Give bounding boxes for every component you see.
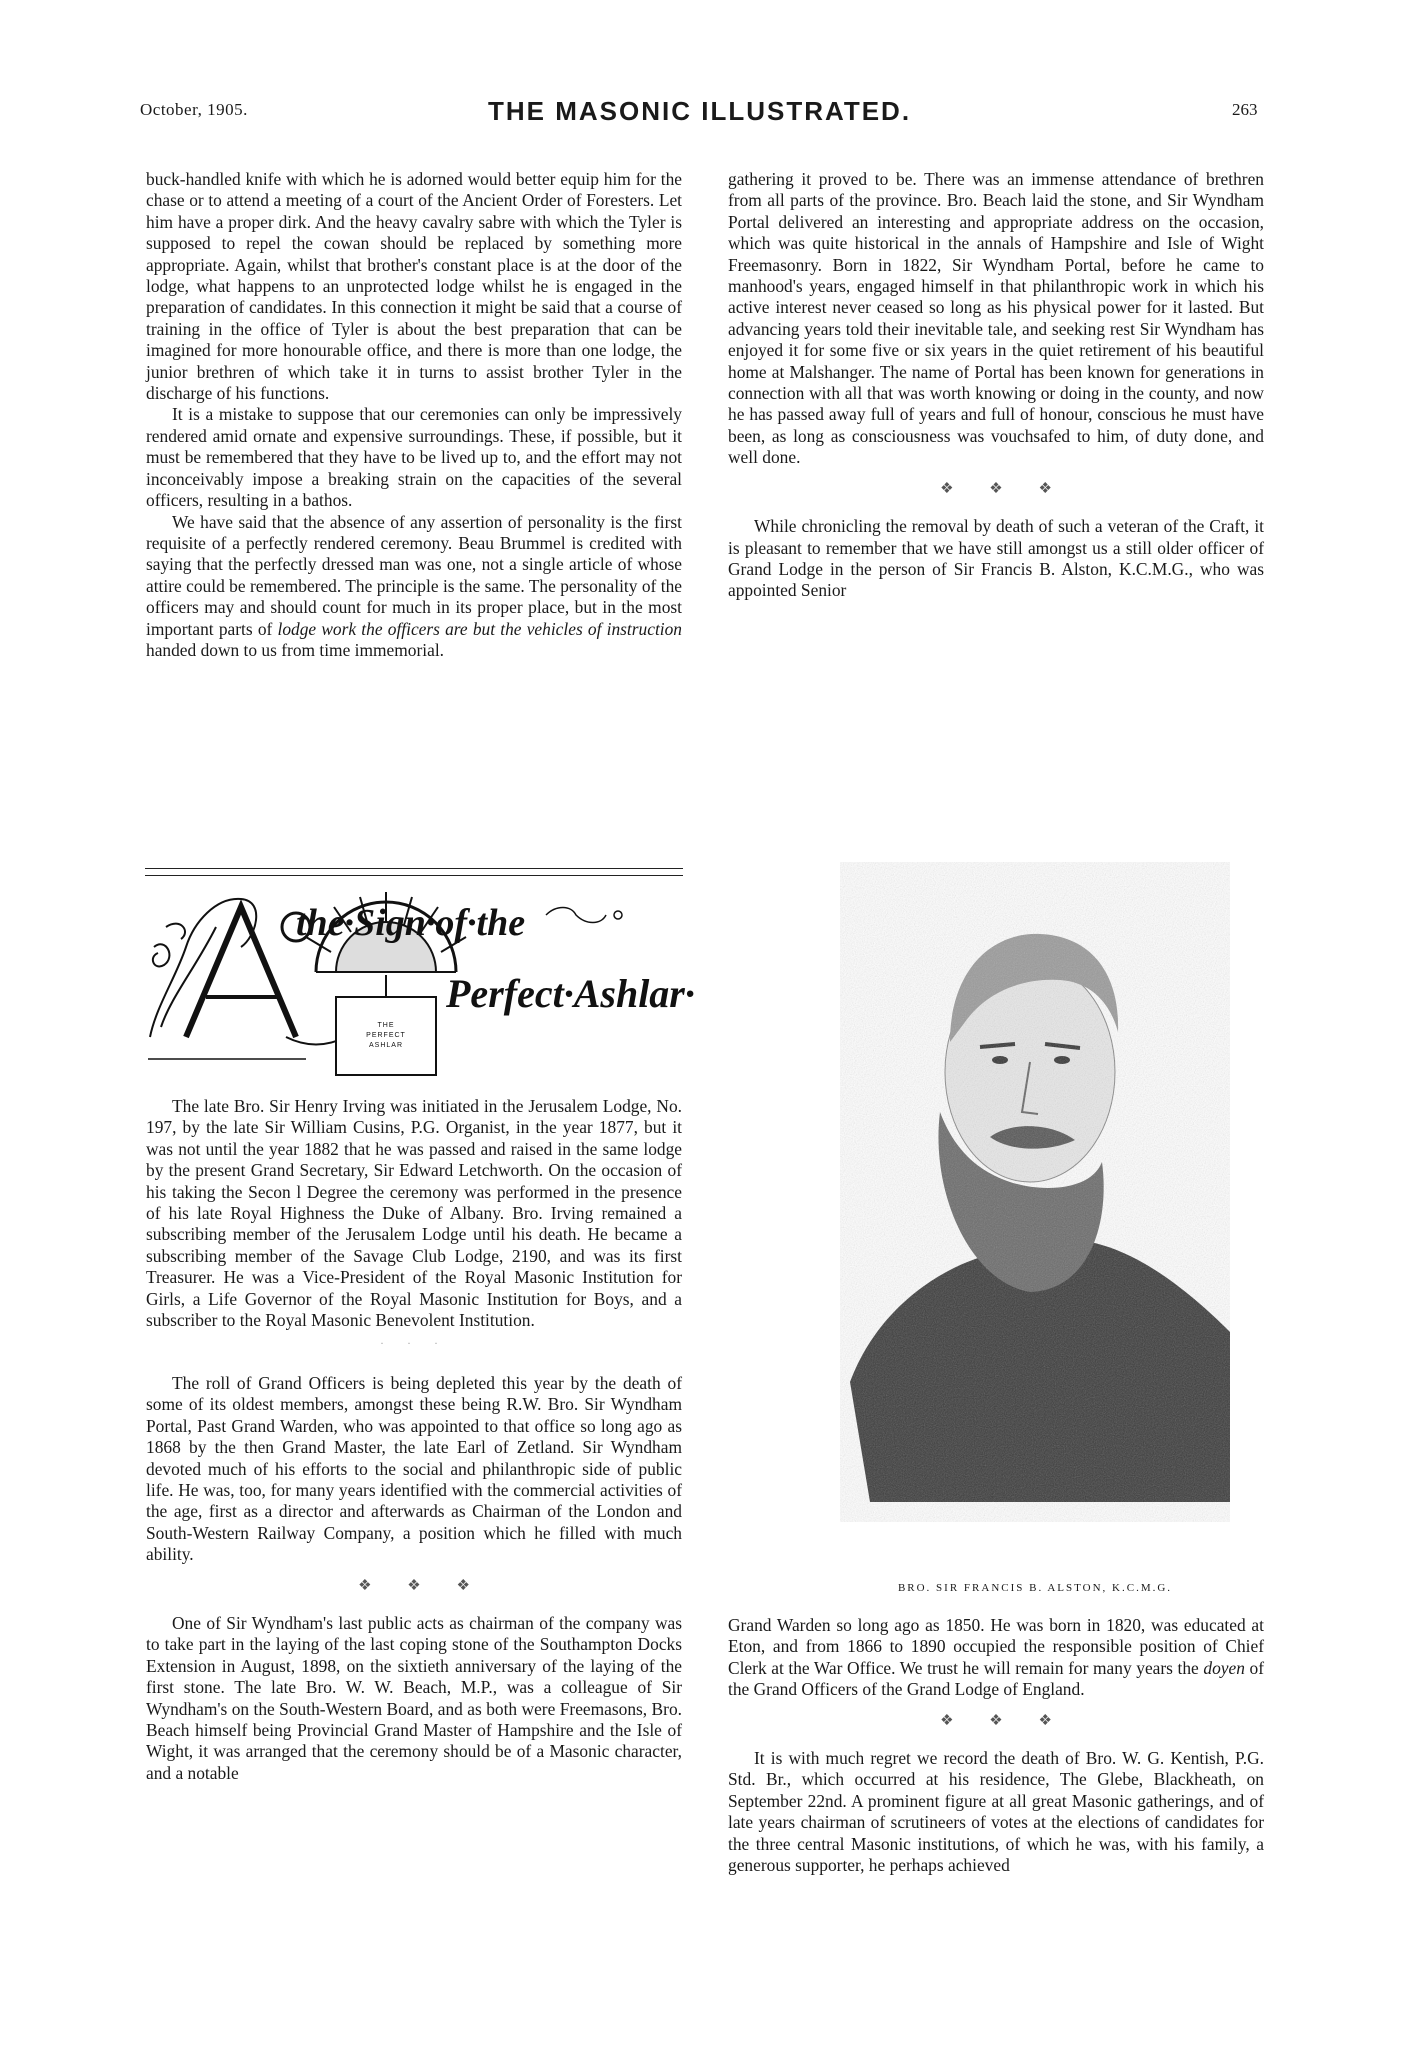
paragraph-gathering: gathering it proved to be. There was an immense attendance of brethren from all parts of the province. Bro. Beach laid the stone, and Sir Wyndham Portal delivered an interesting and appropriate address on the occasion, which was quite historical in the annals of Hampshire and Isle of Wight Freemasonry. Born in 1822, Sir Wyndham Portal, before he came to manhood's years, engaged himself in that philanthropic work in which his active interest never ceased so long as his physical power for it lasted. But advancing years told their inevitable tale, and seeking rest Sir Wyndham has enjoyed it for some five or six years in the quiet retirement of his beautiful home at Malshanger. The name of Portal has been known for generations in connection with all that was worth knowing or doing in the county, and now he has passed away full of years and full of honour, conscious he must have been, as long as consciousness was vouchsafed to him, of duty done, and well done. — [728, 169, 1264, 468]
paragraph-ceremonies: It is a mistake to suppose that our ceremonies can only be impressively rendered amid ornate and expensive surroundings. These, if possible, but it must be remembered that they have to be lived up to, and the effort may not inconceivably impose a breaking strain on the capacities of the several officers, resulting in a bathos. — [146, 404, 682, 511]
svg-text:ASHLAR: ASHLAR — [368, 1042, 404, 1049]
right-column-top — [728, 169, 1264, 602]
portrait-photo — [840, 862, 1230, 1522]
running-header — [0, 96, 1409, 126]
sign-of-perfect-ashlar-heading — [146, 887, 695, 1077]
svg-text:Perfect·Ashlar·: Perfect·Ashlar· — [446, 971, 695, 1016]
paragraph-wyndham-portal: The roll of Grand Officers is being depleted this year by the death of some of its oldest members, amongst these being R.W. Bro. Sir Wyndham Portal, Past Grand Warden, who was appointed to that office so long ago as 1868 by the then Grand Master, the late Earl of Zetland. Sir Wyndham devoted much of his efforts to the social and philanthropic side of public life. He was, too, for many years identified with the commercial activities of the age, first as a director and afterwards as Chairman of the London and South-Western Railway Company, a position which he filled with much ability. — [146, 1372, 682, 1565]
paragraph-alston-career: Grand Warden so long ago as 1850. He was born in 1820, was educated at Eton, and from 1866 to 1890 occupied the responsible position of Chief Clerk at the War Office. We trust he will remain for many years the doyen of the Grand Officers of the Grand Lodge of England. — [728, 1615, 1265, 1700]
portrait-illustration — [840, 862, 1230, 1522]
paragraph-francis-alston: While chronicling the removal by death of such a veteran of the Craft, it is pleasant to remember that we have still amongst us a still older officer of Grand Lodge in the person of Sir Francis B. Alston, K.C.M.G., who was appointed Senior — [728, 516, 1264, 601]
svg-text:THE: THE — [377, 1022, 395, 1029]
header-title: THE MASONIC ILLUSTRATED. — [488, 96, 912, 126]
ornament-divider: ❖ ❖ ❖ — [940, 480, 1052, 497]
paragraph-southampton-docks: One of Sir Wyndham's last public acts as chairman of the company was to take part in the laying of the last coping stone of the Southampton Docks Extension in August, 1898, on the sixtieth anniversary of the laying of the first stone. The late Bro. W. W. Beach, M.P., was a colleague of Sir Wyndham's on the South-Western Board, and as both were Freemasons, Bro. Beach himself being Provincial Grand Master of Hampshire and the Isle of Wight, it was arranged that the ceremony should be of a Masonic character, and a notable — [146, 1612, 682, 1783]
paragraph-henry-irving: The late Bro. Sir Henry Irving was initiated in the Jerusalem Lodge, No. 197, by the late Sir William Cusins, P.G. Organist, in the year 1877, but it was not until the year 1882 that he was passed and raised in the same lodge by the present Grand Secretary, Sir Edward Letchworth. On the occasion of his taking the Secon l Degree the ceremony was performed in the presence of his late Royal Highness the Duke of Albany. Bro. Irving remained a subscribing member of the Jerusalem Lodge until his death. He became a subscribing member of the Savage Club Lodge, 2190, and was its first Treasurer. He was a Vice-President of the Royal Masonic Institution for Girls, a Life Governor of the Royal Masonic Institution for Boys, and a subscriber to the Royal Masonic Benevolent Institution. — [146, 1096, 682, 1331]
svg-text:PERFECT: PERFECT — [366, 1032, 406, 1039]
paragraph-kentish: It is with much regret we record the death of Bro. W. G. Kentish, P.G. Std. Br., which occurred at his residence, The Glebe, Blackheath, on September 22nd. A prominent figure at all great Masonic gatherings, and of late years chairman of scrutineers of votes at the elections of candidates for the three central Masonic institutions, of which he was, with his family, a generous supporter, he perhaps achieved — [728, 1748, 1264, 1876]
portrait-caption: BRO. SIR FRANCIS B. ALSTON, K.C.M.G. — [897, 1582, 1173, 1594]
section-divider — [145, 868, 683, 876]
ornament-divider: ❖ ❖ ❖ — [358, 1577, 470, 1594]
page-number: 263 — [1232, 100, 1258, 119]
left-column-top — [146, 169, 682, 661]
right-column-bottom — [728, 1615, 1264, 1876]
ornament-divider: ❖ ❖ ❖ — [940, 1712, 1052, 1729]
svg-text:the·Sign·of·the: the·Sign·of·the — [296, 902, 526, 944]
header-date: October, 1905. — [140, 100, 248, 119]
paragraph-tyler: buck-handled knife with which he is adorned would better equip him for the chase or to attend a meeting of a court of the Ancient Order of Foresters. Let him have a proper dirk. And the heavy cavalry sabre with which the Tyler is supposed to repel the cowan should be replaced by something more appropriate. Again, whilst that brother's constant place is at the door of the lodge, what happens to an unprotected lodge whilst he is engaged in the preparation of candidates. In this connection it might be said that a course of training in the office of Tyler is about the best preparation that can be imagined for more honourable office, and there is more than one lodge, the junior brethren of which take it in turns to assist brother Tyler in the discharge of his functions. — [146, 169, 682, 404]
left-column-bottom — [146, 1096, 682, 1784]
faint-separator: · · · — [380, 1336, 448, 1351]
ashlar-heading-graphic — [146, 887, 695, 1077]
paragraph-personality: We have said that the absence of any assertion of personality is the first requisite of a perfectly rendered ceremony. Beau Brummel is credited with saying that the perfectly dressed man was one, not a single article of whose attire could be remembered. The principle is the same. The personality of the officers may and should count for much in its proper place, but in the most important parts of lodge work the officers are but the vehicles of instruction handed down to us from time immemorial. — [146, 511, 682, 660]
